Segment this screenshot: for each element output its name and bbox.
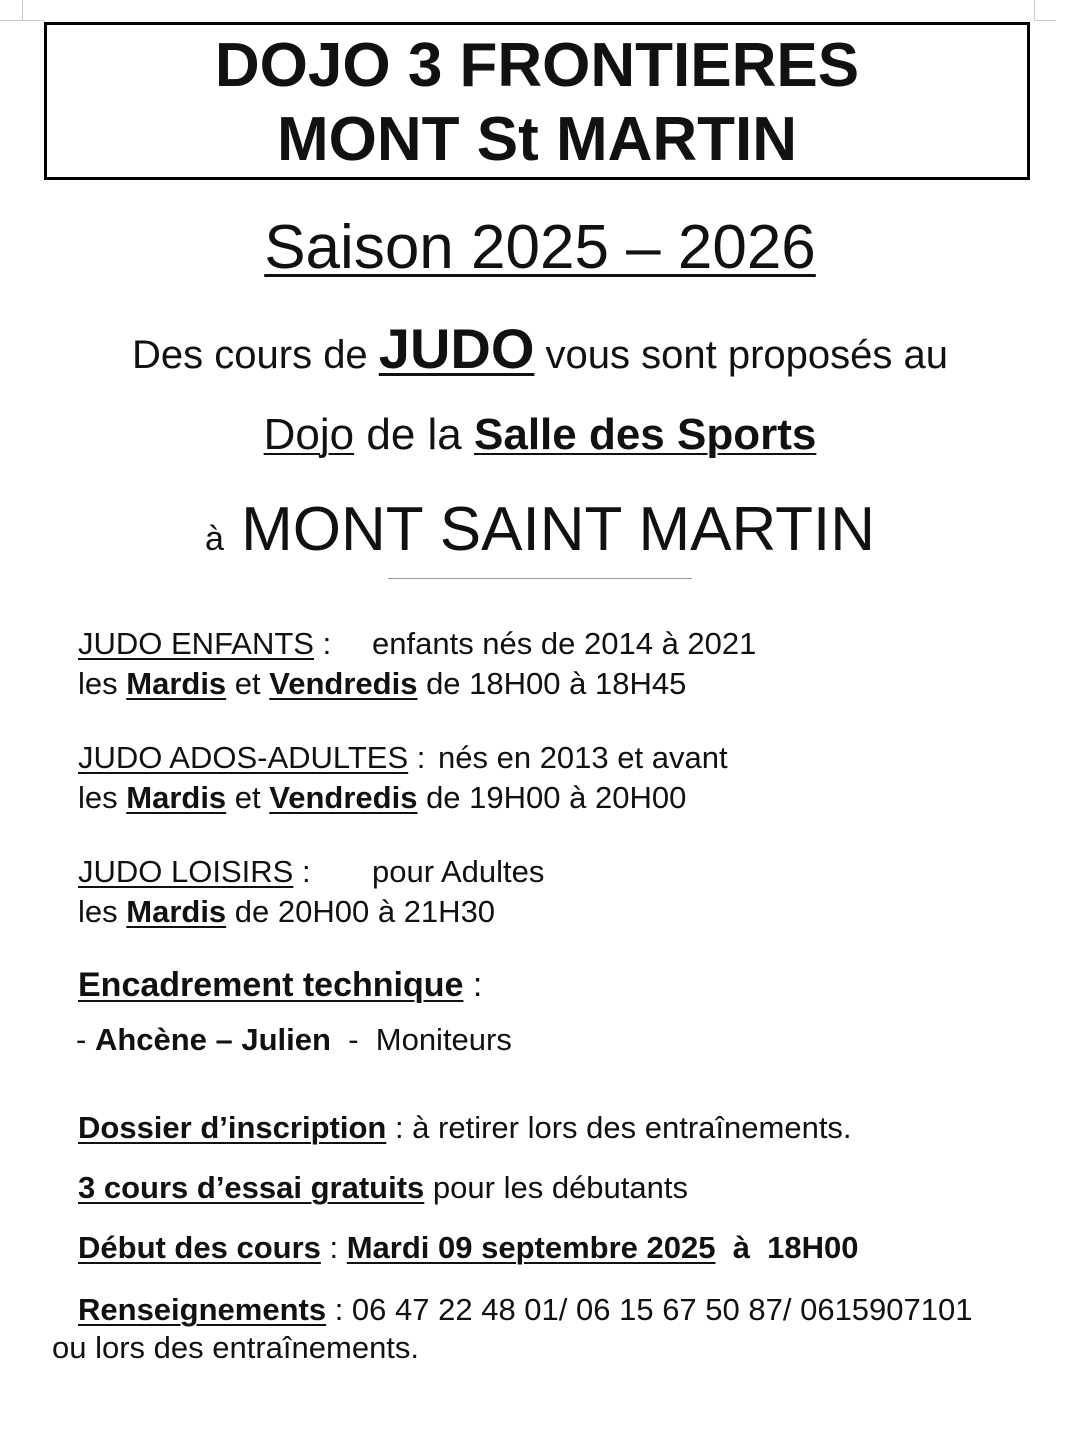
venue-dojo: Dojo <box>263 410 355 459</box>
staff-heading-line <box>78 966 482 1005</box>
trial-line <box>78 1168 688 1208</box>
enfants-info: enfants nés de 2014 à 2021 <box>372 626 757 661</box>
staff-heading: Encadrement technique <box>78 966 464 1004</box>
title-box <box>44 22 1030 180</box>
intro-prefix: Des cours de <box>132 333 379 377</box>
separator-line <box>388 578 692 579</box>
venue-de-la: de la <box>354 410 474 459</box>
enfants-colon: : <box>313 626 332 661</box>
contact-text: : 06 47 22 48 01/ 06 15 67 50 87/ 0615907101 <box>326 1292 973 1327</box>
ados-label-rest: ADOS-ADULTES <box>162 740 409 775</box>
intro-sport: JUDO <box>378 317 535 380</box>
inscription-line <box>78 1108 852 1148</box>
title-line-2: MONT St MARTIN <box>276 105 798 174</box>
loisirs-label: JUDO LOISIRS <box>78 854 294 889</box>
staff-line <box>76 1020 512 1060</box>
city-name: MONT SAINT MARTIN <box>241 495 875 564</box>
enfants-les: les <box>78 666 127 701</box>
ados-les: les <box>78 780 127 815</box>
ados-et: et <box>226 780 270 815</box>
contact-label: Renseignements <box>78 1292 327 1327</box>
city-a: à <box>205 520 224 558</box>
staff-dash: - <box>76 1022 95 1057</box>
season-heading <box>0 212 1080 283</box>
trial-label: 3 cours d’essai gratuits <box>78 1170 425 1205</box>
loisirs-schedule <box>78 892 495 932</box>
inscription-label: Dossier d’inscription <box>78 1110 387 1145</box>
city-line <box>0 494 1080 565</box>
inscription-text: : à retirer lors des entraînements. <box>386 1110 852 1145</box>
loisirs-colon: : <box>293 854 311 889</box>
staff-names: Ahcène – Julien <box>94 1022 331 1057</box>
loisirs-info: pour Adultes <box>372 854 545 889</box>
title-line-1: DOJO 3 FRONTIERES <box>214 31 860 100</box>
corner-mark-top-left <box>0 20 44 21</box>
staff-role: Moniteurs <box>375 1022 512 1057</box>
start-colon: : <box>320 1230 347 1265</box>
intro-suffix: vous sont proposés au <box>534 333 948 377</box>
venue-line <box>0 410 1080 460</box>
corner-mark-top-left-v <box>22 0 23 20</box>
enfants-day1: Mardis <box>126 666 227 701</box>
ados-day1: Mardis <box>126 780 227 815</box>
enfants-label-line <box>78 624 331 664</box>
staff-colon: : <box>463 966 483 1004</box>
venue-name: Salle des Sports <box>474 410 817 459</box>
intro-line <box>0 316 1080 381</box>
enfants-day2: Vendredis <box>269 666 418 701</box>
loisirs-les: les <box>78 894 127 929</box>
loisirs-day1: Mardis <box>126 894 227 929</box>
contact-line2: ou lors des entraînements. <box>52 1330 420 1365</box>
enfants-schedule <box>78 664 686 704</box>
staff-sep: - <box>330 1022 376 1057</box>
ados-colon: : <box>408 740 426 775</box>
trial-text: pour les débutants <box>424 1170 688 1205</box>
enfants-label: JUDO ENFANTS <box>78 626 314 661</box>
corner-mark-top-right <box>1034 20 1056 21</box>
ados-label-line <box>78 738 425 778</box>
contact-line <box>78 1290 973 1330</box>
loisirs-hours: de 20H00 à 21H30 <box>226 894 496 929</box>
loisirs-label-line <box>78 852 311 892</box>
season-text: Saison 2025 – 2026 <box>264 213 816 282</box>
ados-day2: Vendredis <box>269 780 418 815</box>
ados-schedule <box>78 778 686 818</box>
ados-label-judo: JUDO <box>78 740 163 775</box>
enfants-hours: de 18H00 à 18H45 <box>417 666 687 701</box>
corner-mark-top-right-v <box>1034 0 1035 20</box>
enfants-et: et <box>226 666 270 701</box>
ados-hours: de 19H00 à 20H00 <box>417 780 687 815</box>
start-time: à 18H00 <box>715 1230 859 1265</box>
start-line <box>78 1228 859 1268</box>
start-label: Début des cours <box>78 1230 321 1265</box>
ados-info: nés en 2013 et avant <box>438 740 728 775</box>
start-date: Mardi 09 septembre 2025 <box>346 1230 716 1265</box>
